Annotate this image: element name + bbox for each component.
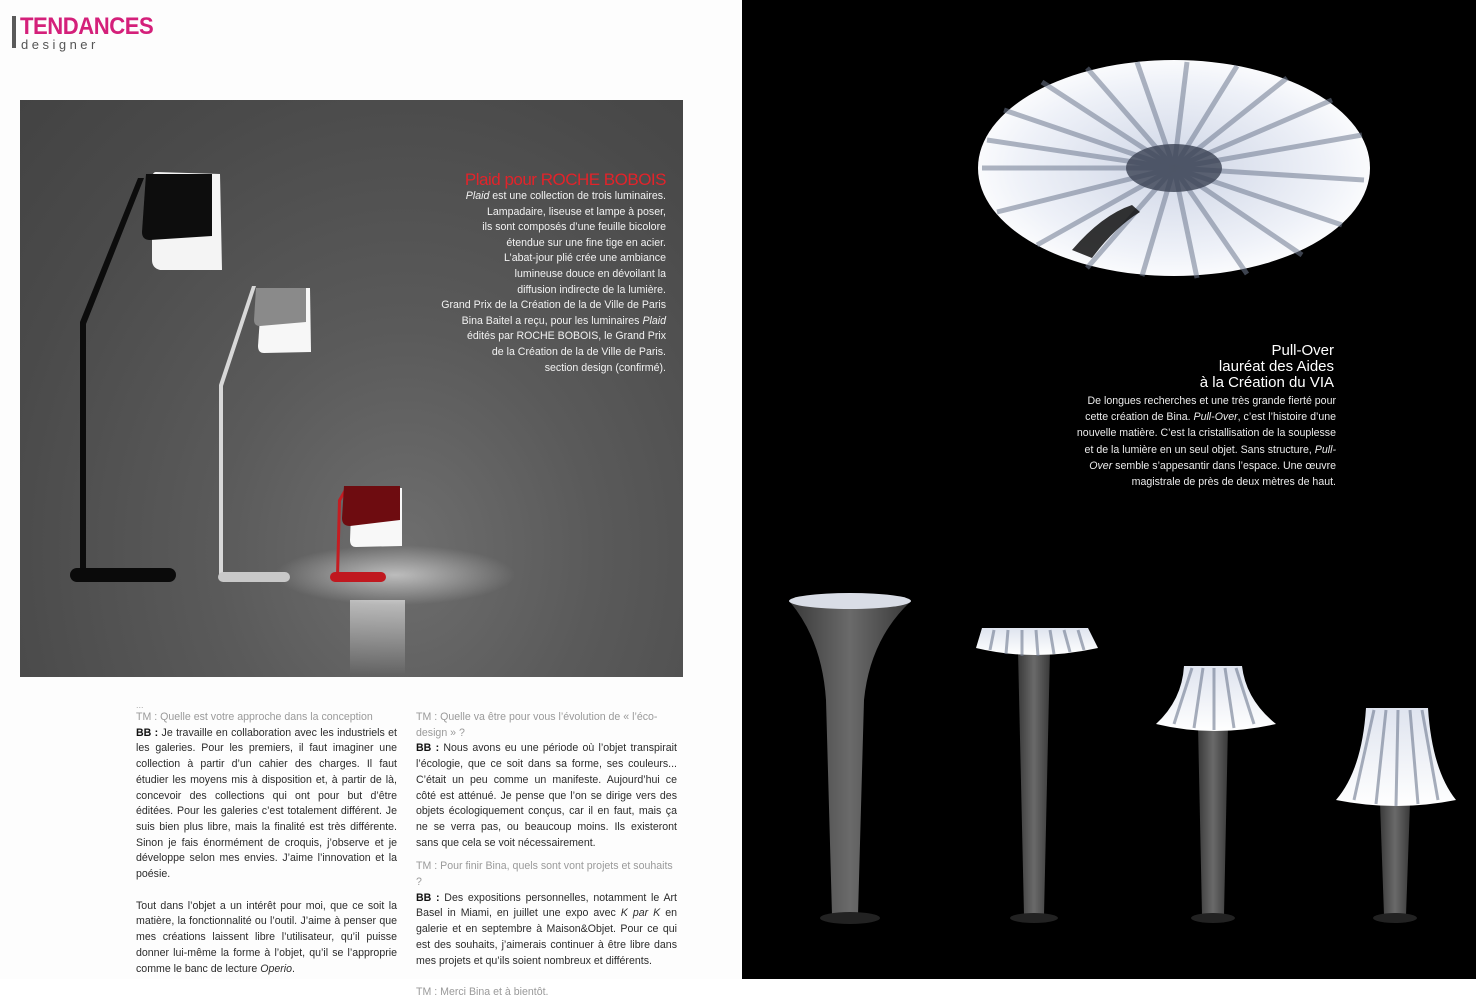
magazine-logo (12, 14, 172, 54)
plaid-line-10: édités par ROCHE BOBOIS, le Grand Prix (467, 330, 666, 343)
pull-over-title (1200, 343, 1334, 391)
plaid-line-3: ils sont composés d’une feuille bicolore (482, 221, 666, 234)
right-page (742, 0, 1476, 979)
question-1: TM : Quelle est votre approche dans la conception (136, 711, 373, 723)
plaid-line-4: étendue sur une fine tige en acier. (506, 236, 666, 249)
plaid-line-7: diffusion indirecte de la lumière. (517, 283, 666, 296)
pull-over-title-line-1: Pull-Over (1271, 342, 1334, 359)
bb-label: BB : (136, 726, 159, 739)
answer-1-continued: Tout dans l’objet a un intérêt pour moi, que ce soit la matière, la fonctionnalité ou l’outil. J’aime à penser que mes créations laissent libre l’utilisateur, qu’il puisse donner lui-même la forme à l’objet, qu’il se l’approprie comme le banc de lecture Operio. (136, 899, 397, 975)
pull-over-lamp-1 (789, 593, 911, 924)
interview-column-2 (416, 700, 677, 1001)
answer-2: BB : Nous avons eu une période où l’objet transpirait l’écologie, que ce soit dans sa forme, ses couleurs... C’était un peu comme un manifeste. Aujourd’hui ce côté est atténué. Je pense que l’on se dirige vers des objets écologiquement conçus, car il en faut, mais ça ne se verra pas, ou beaucoup moins. Ils existeront sans que cela se voit nécessairement. (416, 742, 677, 849)
pull-over-title-line-3: à la Création du VIA (1199, 374, 1334, 391)
plaid-line-8: Grand Prix de la Création de la de Ville de Paris (441, 299, 666, 312)
question-2: TM : Quelle va être pour vous l’évolution de « l’éco-design » ? (416, 711, 658, 739)
interview-column-1 (136, 700, 397, 977)
white-reading-lamp (218, 286, 311, 582)
logo-word-designer: designer (21, 37, 99, 52)
plaid-lamps-photo (20, 100, 683, 677)
plaid-line-5: L’abat-jour plié crée une ambiance (504, 252, 666, 265)
ellipsis: ... (136, 700, 144, 710)
pull-over-description: De longues recherches et une très grande fierté pour cette création de Bina. Pull-Over, c’est l’histoire d’une nouvelle matière. C’est la cristallisation de la souplesse et de la lumière en un seul objet. Sans structure, Pull-Over semble s’appesantir dans l’espace. Une œuvre magistrale de près de deux mètres de haut. (1076, 395, 1336, 489)
plaid-line-1: Plaid est une collection de trois luminaires. (465, 190, 666, 202)
pull-over-lamp-2 (976, 628, 1098, 923)
plaid-line-6: lumineuse douce en dévoilant la (514, 267, 666, 280)
logo-bar (12, 16, 16, 48)
pull-over-large-disc (978, 60, 1370, 278)
plaid-line-2: Lampadaire, liseuse et lampe à poser, (486, 205, 666, 218)
bb-label: BB : (416, 742, 440, 755)
pull-over-lamp-3 (1156, 666, 1276, 923)
bb-label: BB : (416, 891, 440, 904)
plaid-line-12: section design (confirmé). (544, 361, 666, 374)
plaid-description (426, 189, 666, 376)
answer-1: BB : Je travaille en collaboration avec les industriels et les galeries. Pour les premiers, il faut imaginer une collection à partir d’un cahier des charges. Il faut étudier les moyens mis à disposition et, à partir de là, concevoir des collections qui ont pour but d’être éditées. Pour les galeries c’est totalement différent. Je suis bien plus libre, mais la finalité est très différente. Sinon je fais énormément de croquis, j’observe et je développe selon mes envies. J’aime l’innovation et la poésie. (136, 726, 397, 881)
plaid-line-9: Bina Baitel a reçu, pour les luminaires Plaid (461, 314, 666, 327)
plaid-title: Plaid pour ROCHE BOBOIS (464, 170, 666, 189)
logo-word-tendances: TENDANCES (20, 13, 154, 40)
plaid-line-11: de la Création de la de Ville de Paris. (491, 345, 666, 358)
closing-line: TM : Merci Bina et à bientôt. (416, 986, 549, 999)
pull-over-title-line-2: lauréat des Aides (1218, 358, 1334, 375)
pull-over-lamp-4 (1336, 708, 1456, 923)
question-3: TM : Pour finir Bina, quels sont vont projets et souhaits ? (416, 860, 673, 889)
black-floor-lamp (70, 172, 222, 582)
answer-3: BB : Des expositions personnelles, notamment le Art Basel in Miami, en juillet une expo avec K par K en galerie et en septembre à Maison&Objet. Pour ce qui est des souhaits, j’aimerais continuer à être libre dans mes projets et qu’ils soient nombreux et différents. (416, 891, 677, 967)
